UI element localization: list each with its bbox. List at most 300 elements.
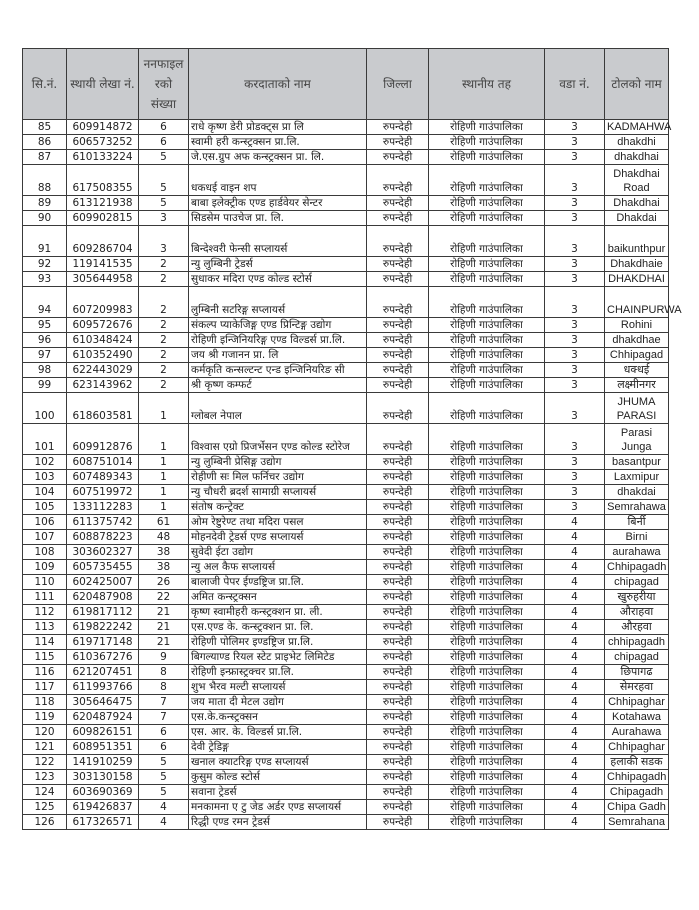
cell-pan: 608951351	[67, 740, 139, 755]
table-row	[23, 740, 669, 755]
cell-pan: 607489343	[67, 470, 139, 485]
cell-local-level: रोहिणी गाउंपालिका	[429, 485, 545, 500]
cell-district: रुपन्देही	[367, 226, 429, 257]
cell-nonfiler-count: 21	[139, 620, 189, 635]
table-row	[23, 755, 669, 770]
cell-serial-no: 117	[23, 680, 67, 695]
cell-taxpayer-name: रोहीणी सः मिल फर्निचर उद्योग	[189, 470, 367, 485]
table-row	[23, 770, 669, 785]
header-serial-no: सि.नं.	[23, 49, 67, 120]
cell-ward-no: 4	[545, 530, 605, 545]
cell-nonfiler-count: 9	[139, 650, 189, 665]
cell-local-level: रोहिणी गाउंपालिका	[429, 605, 545, 620]
cell-taxpayer-name: शुभ भैरव मल्टी सप्लायर्स	[189, 680, 367, 695]
cell-pan: 607209983	[67, 287, 139, 318]
cell-serial-no: 99	[23, 378, 67, 393]
cell-pan: 609286704	[67, 226, 139, 257]
cell-nonfiler-count: 2	[139, 318, 189, 333]
table-row	[23, 530, 669, 545]
cell-ward-no: 3	[545, 165, 605, 196]
cell-tole-name: Dhakdhaie	[605, 257, 669, 272]
cell-tole-name: Chipa Gadh	[605, 800, 669, 815]
cell-serial-no: 110	[23, 575, 67, 590]
cell-nonfiler-count: 21	[139, 635, 189, 650]
cell-tole-name: हलाकी सडक	[605, 755, 669, 770]
table-row	[23, 211, 669, 226]
table-row	[23, 545, 669, 560]
cell-district: रुपन्देही	[367, 424, 429, 455]
cell-tole-name: Dhakdai	[605, 211, 669, 226]
cell-tole-name: लक्ष्मीनगर	[605, 378, 669, 393]
cell-tole-name: Laxmipur	[605, 470, 669, 485]
cell-district: रुपन्देही	[367, 333, 429, 348]
cell-taxpayer-name: संतोष कन्ट्रेक्ट	[189, 500, 367, 515]
table-row	[23, 272, 669, 287]
cell-serial-no: 104	[23, 485, 67, 500]
cell-nonfiler-count: 1	[139, 485, 189, 500]
cell-pan: 610352490	[67, 348, 139, 363]
cell-local-level: रोहिणी गाउंपालिका	[429, 500, 545, 515]
cell-local-level: रोहिणी गाउंपालिका	[429, 378, 545, 393]
cell-taxpayer-name: कर्मकृति कन्सल्टन्ट एन्ड इन्जिनियरिङ सी	[189, 363, 367, 378]
cell-district: रुपन्देही	[367, 196, 429, 211]
cell-ward-no: 3	[545, 226, 605, 257]
cell-serial-no: 101	[23, 424, 67, 455]
cell-taxpayer-name: सिडसेम पाउचेज प्रा. लि.	[189, 211, 367, 226]
cell-nonfiler-count: 48	[139, 530, 189, 545]
cell-district: रुपन्देही	[367, 725, 429, 740]
cell-district: रुपन्देही	[367, 665, 429, 680]
cell-tole-name: Rohini	[605, 318, 669, 333]
cell-ward-no: 4	[545, 740, 605, 755]
table-row	[23, 515, 669, 530]
cell-ward-no: 3	[545, 333, 605, 348]
cell-tole-name: Kotahawa	[605, 710, 669, 725]
cell-nonfiler-count: 2	[139, 272, 189, 287]
cell-taxpayer-name: जे.एस.ग्रुप अफ कन्स्ट्रक्सन प्रा. लि.	[189, 150, 367, 165]
cell-serial-no: 87	[23, 150, 67, 165]
cell-pan: 605735455	[67, 560, 139, 575]
cell-district: रुपन्देही	[367, 590, 429, 605]
cell-nonfiler-count: 7	[139, 710, 189, 725]
table-row	[23, 620, 669, 635]
table-row	[23, 455, 669, 470]
cell-tole-name: बिर्नी	[605, 515, 669, 530]
cell-pan: 619426837	[67, 800, 139, 815]
cell-taxpayer-name: बालाजी पेपर ईण्डष्ट्रिज प्रा.लि.	[189, 575, 367, 590]
cell-ward-no: 4	[545, 605, 605, 620]
cell-nonfiler-count: 4	[139, 800, 189, 815]
cell-taxpayer-name: न्यु चौधरी ब्रदर्श सामाग्री सप्लायर्स	[189, 485, 367, 500]
cell-pan: 610348424	[67, 333, 139, 348]
cell-serial-no: 102	[23, 455, 67, 470]
cell-nonfiler-count: 38	[139, 545, 189, 560]
cell-taxpayer-name: न्यु अल कैफ सप्लायर्स	[189, 560, 367, 575]
cell-district: रुपन्देही	[367, 363, 429, 378]
cell-nonfiler-count: 6	[139, 740, 189, 755]
cell-district: रुपन्देही	[367, 515, 429, 530]
cell-local-level: रोहिणी गाउंपालिका	[429, 470, 545, 485]
cell-ward-no: 3	[545, 272, 605, 287]
cell-tole-name: धक्धई	[605, 363, 669, 378]
cell-nonfiler-count: 6	[139, 120, 189, 135]
non-filer-taxpayer-table	[22, 48, 682, 830]
cell-pan: 609914872	[67, 120, 139, 135]
cell-local-level: रोहिणी गाउंपालिका	[429, 363, 545, 378]
cell-pan: 606573252	[67, 135, 139, 150]
cell-local-level: रोहिणी गाउंपालिका	[429, 650, 545, 665]
cell-nonfiler-count: 1	[139, 455, 189, 470]
cell-tole-name: खुरुहरीया	[605, 590, 669, 605]
table-row	[23, 695, 669, 710]
cell-serial-no: 120	[23, 725, 67, 740]
cell-tole-name: baikunthpur	[605, 226, 669, 257]
cell-nonfiler-count: 2	[139, 363, 189, 378]
cell-nonfiler-count: 2	[139, 287, 189, 318]
cell-nonfiler-count: 22	[139, 590, 189, 605]
cell-taxpayer-name: सवाना ट्रेडर्स	[189, 785, 367, 800]
cell-local-level: रोहिणी गाउंपालिका	[429, 710, 545, 725]
cell-district: रुपन्देही	[367, 272, 429, 287]
cell-district: रुपन्देही	[367, 785, 429, 800]
cell-local-level: रोहिणी गाउंपालिका	[429, 135, 545, 150]
cell-pan: 305646475	[67, 695, 139, 710]
cell-taxpayer-name: एस. आर. के. विल्डर्स प्रा.लि.	[189, 725, 367, 740]
cell-taxpayer-name: रोहिणी पोलिमर इण्डष्ट्रिज प्रा.लि.	[189, 635, 367, 650]
cell-ward-no: 3	[545, 318, 605, 333]
cell-serial-no: 114	[23, 635, 67, 650]
cell-pan: 608878223	[67, 530, 139, 545]
cell-serial-no: 85	[23, 120, 67, 135]
cell-pan: 623143962	[67, 378, 139, 393]
cell-district: रुपन्देही	[367, 545, 429, 560]
cell-district: रुपन्देही	[367, 710, 429, 725]
cell-tole-name: JHUMA PARASI	[605, 393, 669, 424]
cell-taxpayer-name: सुधाकर मदिरा एण्ड कोल्ड स्टोर्स	[189, 272, 367, 287]
cell-ward-no: 4	[545, 695, 605, 710]
cell-local-level: रोहिणी गाउंपालिका	[429, 530, 545, 545]
table-row	[23, 363, 669, 378]
cell-serial-no: 123	[23, 770, 67, 785]
cell-serial-no: 126	[23, 815, 67, 830]
table-row	[23, 500, 669, 515]
cell-local-level: रोहिणी गाउंपालिका	[429, 257, 545, 272]
cell-ward-no: 3	[545, 378, 605, 393]
cell-taxpayer-name: जय माता दी मेटल उद्याेग	[189, 695, 367, 710]
cell-taxpayer-name: मनकामना ए टु जेड अर्डर एण्ड सप्लायर्स	[189, 800, 367, 815]
cell-pan: 607519972	[67, 485, 139, 500]
cell-tole-name: Dhakdhai	[605, 196, 669, 211]
cell-nonfiler-count: 8	[139, 665, 189, 680]
cell-ward-no: 4	[545, 680, 605, 695]
cell-district: रुपन्देही	[367, 800, 429, 815]
cell-nonfiler-count: 7	[139, 695, 189, 710]
cell-district: रुपन्देही	[367, 318, 429, 333]
cell-tole-name: chipagad	[605, 575, 669, 590]
cell-local-level: रोहिणी गाउंपालिका	[429, 318, 545, 333]
cell-local-level: रोहिणी गाउंपालिका	[429, 120, 545, 135]
cell-pan: 619822242	[67, 620, 139, 635]
cell-tole-name: Chhipagadh	[605, 770, 669, 785]
cell-pan: 610367276	[67, 650, 139, 665]
cell-taxpayer-name: ओम रेष्टुरेण्ट तथा मदिरा पसल	[189, 515, 367, 530]
table-row	[23, 605, 669, 620]
cell-district: रुपन्देही	[367, 165, 429, 196]
cell-taxpayer-name: जय श्री गजानन प्रा. लि	[189, 348, 367, 363]
table-header-row	[23, 49, 669, 120]
table-row	[23, 135, 669, 150]
table-row	[23, 120, 669, 135]
cell-local-level: रोहिणी गाउंपालिका	[429, 575, 545, 590]
table-row	[23, 424, 669, 455]
cell-serial-no: 119	[23, 710, 67, 725]
cell-tole-name: chhipagadh	[605, 635, 669, 650]
cell-tole-name: Chipagadh	[605, 785, 669, 800]
cell-nonfiler-count: 1	[139, 424, 189, 455]
cell-ward-no: 4	[545, 620, 605, 635]
cell-taxpayer-name: अमित कन्स्ट्रक्सन	[189, 590, 367, 605]
cell-tole-name: basantpur	[605, 455, 669, 470]
cell-taxpayer-name: बिन्देश्वरी फेन्सी सप्लायर्स	[189, 226, 367, 257]
cell-nonfiler-count: 1	[139, 393, 189, 424]
cell-local-level: रोहिणी गाउंपालिका	[429, 590, 545, 605]
table-row	[23, 318, 669, 333]
cell-nonfiler-count: 2	[139, 378, 189, 393]
table-row	[23, 470, 669, 485]
cell-ward-no: 4	[545, 650, 605, 665]
cell-tole-name: Chhipaghar	[605, 740, 669, 755]
cell-local-level: रोहिणी गाउंपालिका	[429, 755, 545, 770]
cell-serial-no: 97	[23, 348, 67, 363]
cell-nonfiler-count: 2	[139, 257, 189, 272]
header-local-level: स्थानीय तह	[429, 49, 545, 120]
cell-ward-no: 4	[545, 770, 605, 785]
cell-serial-no: 109	[23, 560, 67, 575]
cell-nonfiler-count: 26	[139, 575, 189, 590]
cell-serial-no: 92	[23, 257, 67, 272]
table-row	[23, 710, 669, 725]
cell-serial-no: 86	[23, 135, 67, 150]
cell-pan: 622443029	[67, 363, 139, 378]
cell-local-level: रोहिणी गाउंपालिका	[429, 165, 545, 196]
table-row	[23, 725, 669, 740]
cell-nonfiler-count: 4	[139, 815, 189, 830]
cell-nonfiler-count: 38	[139, 560, 189, 575]
header-district: जिल्ला	[367, 49, 429, 120]
table-row	[23, 815, 669, 830]
cell-ward-no: 3	[545, 120, 605, 135]
cell-ward-no: 3	[545, 500, 605, 515]
cell-serial-no: 115	[23, 650, 67, 665]
cell-district: रुपन्देही	[367, 530, 429, 545]
cell-taxpayer-name: देवी ट्रेडिङ्ग	[189, 740, 367, 755]
cell-ward-no: 4	[545, 560, 605, 575]
cell-district: रुपन्देही	[367, 620, 429, 635]
cell-ward-no: 4	[545, 635, 605, 650]
cell-serial-no: 113	[23, 620, 67, 635]
table-row	[23, 257, 669, 272]
cell-serial-no: 105	[23, 500, 67, 515]
cell-local-level: रोहिणी गाउंपालिका	[429, 333, 545, 348]
cell-taxpayer-name: कृष्ण स्वामीहरी कन्स्ट्रक्शन प्रा. ली.	[189, 605, 367, 620]
cell-district: रुपन्देही	[367, 560, 429, 575]
cell-local-level: रोहिणी गाउंपालिका	[429, 515, 545, 530]
cell-pan: 619717148	[67, 635, 139, 650]
cell-district: रुपन्देही	[367, 485, 429, 500]
cell-ward-no: 3	[545, 470, 605, 485]
cell-nonfiler-count: 1	[139, 470, 189, 485]
cell-serial-no: 107	[23, 530, 67, 545]
cell-local-level: रोहिणी गाउंपालिका	[429, 665, 545, 680]
cell-serial-no: 122	[23, 755, 67, 770]
cell-tole-name: औरहवा	[605, 620, 669, 635]
cell-ward-no: 3	[545, 485, 605, 500]
cell-nonfiler-count: 5	[139, 196, 189, 211]
cell-district: रुपन्देही	[367, 605, 429, 620]
cell-pan: 609826151	[67, 725, 139, 740]
cell-ward-no: 3	[545, 196, 605, 211]
cell-ward-no: 4	[545, 575, 605, 590]
cell-tole-name: DHAKDHAI	[605, 272, 669, 287]
cell-district: रुपन्देही	[367, 755, 429, 770]
cell-ward-no: 4	[545, 710, 605, 725]
cell-serial-no: 90	[23, 211, 67, 226]
cell-pan: 613121938	[67, 196, 139, 211]
cell-taxpayer-name: रोहिणी इन्फ्रास्ट्रक्चर प्रा.लि.	[189, 665, 367, 680]
cell-nonfiler-count: 2	[139, 348, 189, 363]
table-body	[23, 120, 682, 830]
cell-tole-name: Semrahana	[605, 815, 669, 830]
cell-pan: 305644958	[67, 272, 139, 287]
cell-pan: 618603581	[67, 393, 139, 424]
cell-serial-no: 103	[23, 470, 67, 485]
cell-district: रुपन्देही	[367, 211, 429, 226]
cell-pan: 611375742	[67, 515, 139, 530]
cell-taxpayer-name: श्री कृष्ण कम्फर्ट	[189, 378, 367, 393]
cell-ward-no: 3	[545, 135, 605, 150]
cell-local-level: रोहिणी गाउंपालिका	[429, 620, 545, 635]
cell-taxpayer-name: न्यु लुम्बिनी प्रेसिङ्ग उद्योग	[189, 455, 367, 470]
cell-serial-no: 111	[23, 590, 67, 605]
cell-district: रुपन्देही	[367, 348, 429, 363]
cell-serial-no: 108	[23, 545, 67, 560]
cell-serial-no: 100	[23, 393, 67, 424]
table-row	[23, 348, 669, 363]
cell-tole-name: dhakdhai	[605, 150, 669, 165]
cell-ward-no: 3	[545, 455, 605, 470]
cell-ward-no: 4	[545, 755, 605, 770]
cell-ward-no: 3	[545, 257, 605, 272]
table-row	[23, 665, 669, 680]
cell-local-level: रोहिणी गाउंपालिका	[429, 815, 545, 830]
cell-nonfiler-count: 5	[139, 150, 189, 165]
cell-pan: 608751014	[67, 455, 139, 470]
cell-nonfiler-count: 6	[139, 135, 189, 150]
cell-nonfiler-count: 21	[139, 605, 189, 620]
cell-tole-name: KADMAHWA	[605, 120, 669, 135]
cell-nonfiler-count: 8	[139, 680, 189, 695]
cell-ward-no: 4	[545, 515, 605, 530]
cell-ward-no: 4	[545, 545, 605, 560]
cell-nonfiler-count: 5	[139, 755, 189, 770]
cell-district: रुपन्देही	[367, 470, 429, 485]
cell-pan: 119141535	[67, 257, 139, 272]
cell-serial-no: 93	[23, 272, 67, 287]
cell-pan: 609902815	[67, 211, 139, 226]
cell-local-level: रोहिणी गाउंपालिका	[429, 287, 545, 318]
cell-taxpayer-name: सुवेदी ईटा उद्योग	[189, 545, 367, 560]
cell-local-level: रोहिणी गाउंपालिका	[429, 635, 545, 650]
cell-district: रुपन्देही	[367, 393, 429, 424]
cell-pan: 603690369	[67, 785, 139, 800]
table-row	[23, 393, 669, 424]
cell-tole-name: औराहवा	[605, 605, 669, 620]
table-row	[23, 196, 669, 211]
cell-district: रुपन्देही	[367, 815, 429, 830]
cell-serial-no: 116	[23, 665, 67, 680]
cell-taxpayer-name: बाबा इलेक्ट्रीक एण्ड हार्डवेयर सेन्टर	[189, 196, 367, 211]
cell-ward-no: 4	[545, 785, 605, 800]
cell-local-level: रोहिणी गाउंपालिका	[429, 272, 545, 287]
cell-pan: 303602327	[67, 545, 139, 560]
cell-taxpayer-name: संकल्प प्याकेजिङ्ग एण्ड प्रिन्टिङ्ग उद्योग	[189, 318, 367, 333]
cell-serial-no: 96	[23, 333, 67, 348]
cell-district: रुपन्देही	[367, 378, 429, 393]
cell-tole-name: dhakdhi	[605, 135, 669, 150]
cell-serial-no: 106	[23, 515, 67, 530]
cell-nonfiler-count: 3	[139, 211, 189, 226]
cell-pan: 617508355	[67, 165, 139, 196]
cell-district: रुपन्देही	[367, 500, 429, 515]
cell-tole-name: dhakdhae	[605, 333, 669, 348]
cell-local-level: रोहिणी गाउंपालिका	[429, 211, 545, 226]
cell-pan: 617326571	[67, 815, 139, 830]
cell-local-level: रोहिणी गाउंपालिका	[429, 560, 545, 575]
cell-ward-no: 4	[545, 800, 605, 815]
table-row	[23, 560, 669, 575]
cell-serial-no: 95	[23, 318, 67, 333]
cell-tole-name: छिपागढ	[605, 665, 669, 680]
cell-district: रुपन्देही	[367, 135, 429, 150]
cell-nonfiler-count: 2	[139, 333, 189, 348]
cell-tole-name: Dhakdhai Road	[605, 165, 669, 196]
cell-pan: 620487924	[67, 710, 139, 725]
cell-pan: 610133224	[67, 150, 139, 165]
cell-ward-no: 4	[545, 815, 605, 830]
cell-taxpayer-name: ग्लोबल नेपाल	[189, 393, 367, 424]
cell-pan: 609912876	[67, 424, 139, 455]
cell-district: रुपन्देही	[367, 287, 429, 318]
cell-district: रुपन्देही	[367, 120, 429, 135]
cell-tole-name: chipagad	[605, 650, 669, 665]
cell-local-level: रोहिणी गाउंपालिका	[429, 680, 545, 695]
cell-serial-no: 89	[23, 196, 67, 211]
cell-pan: 611993766	[67, 680, 139, 695]
cell-serial-no: 91	[23, 226, 67, 257]
table-row	[23, 378, 669, 393]
cell-serial-no: 125	[23, 800, 67, 815]
cell-taxpayer-name: रोहिणी इन्जिनियरिङ्ग एण्ड विल्डर्स प्रा.लि.	[189, 333, 367, 348]
table-row	[23, 485, 669, 500]
cell-taxpayer-name: एस.एण्ड के. कन्स्ट्रक्शन प्रा. लि.	[189, 620, 367, 635]
cell-tole-name: Chhipagadh	[605, 560, 669, 575]
cell-local-level: रोहिणी गाउंपालिका	[429, 393, 545, 424]
cell-district: रुपन्देही	[367, 680, 429, 695]
table-row	[23, 635, 669, 650]
cell-pan: 620487908	[67, 590, 139, 605]
cell-pan: 133112283	[67, 500, 139, 515]
cell-ward-no: 3	[545, 150, 605, 165]
